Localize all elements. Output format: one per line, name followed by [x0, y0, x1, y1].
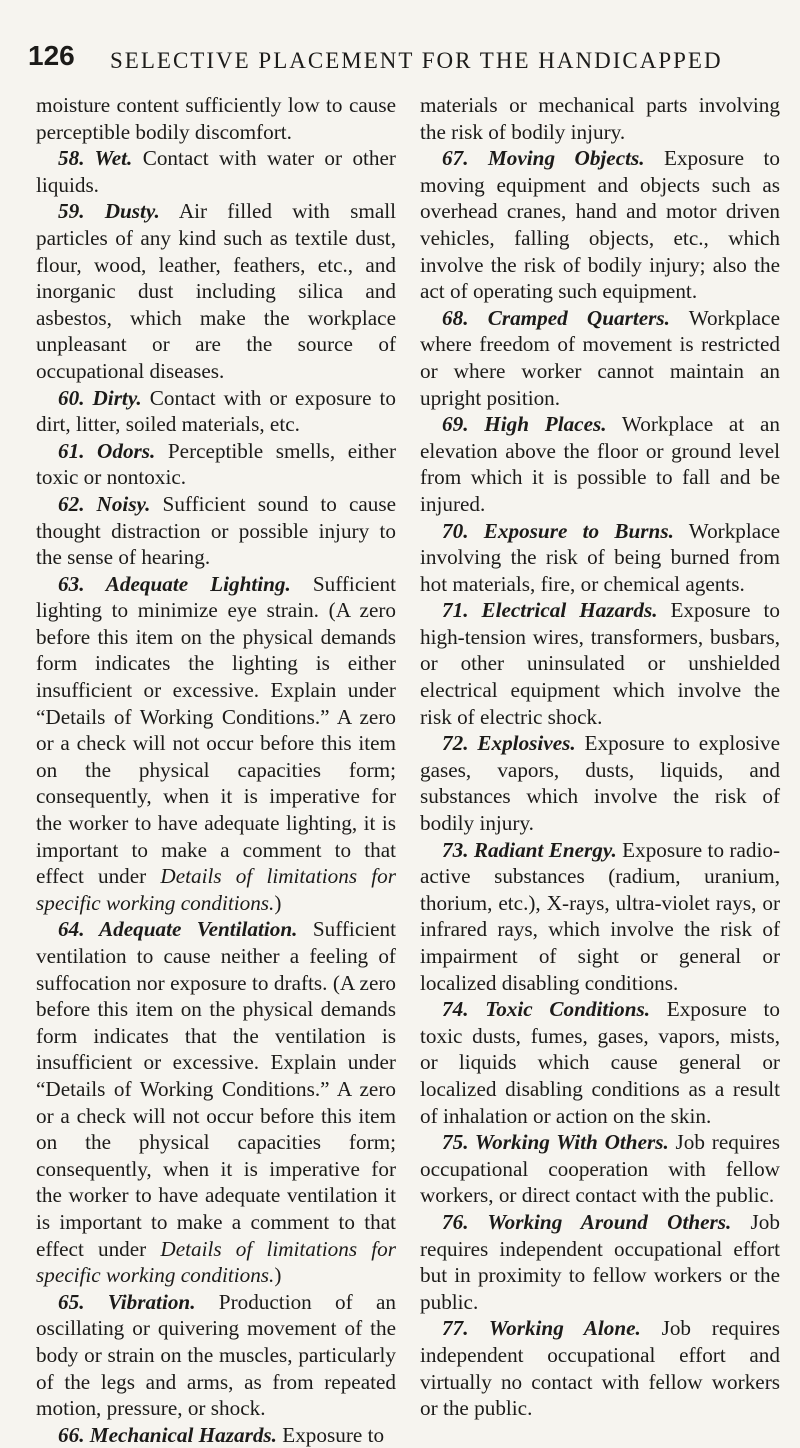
item-60-dirty [36, 385, 396, 438]
item-59-dusty [36, 198, 396, 384]
item-64-term: 64. Adequate Ventilation. [58, 917, 298, 942]
item-76-text: Job requires independent occupational effort but in proximity to fellow workers or the public. [420, 1209, 780, 1314]
item-76-working-around-others [420, 1209, 780, 1315]
paragraph-57-continued: moisture content sufficiently low to cause perceptible bodily discomfort. [36, 93, 396, 144]
item-67-term: 67. Moving Objects. [442, 146, 645, 171]
item-67-text: Exposure to moving equipment and objects such as overhead cranes, hand and motor driven vehicles, falling objects, etc., which involve the risk of bodily injury; also the act of operating such equipment. [420, 146, 780, 304]
item-72-explosives [420, 730, 780, 836]
item-63-tail: ) [274, 890, 282, 915]
item-61-odors [36, 438, 396, 491]
running-head: SELECTIVE PLACEMENT FOR THE HANDICAPPED [110, 48, 723, 73]
item-66-text: Exposure to [276, 1422, 385, 1447]
item-62-term: 62. Noisy. [58, 491, 151, 516]
item-58-text: Contact with water or other liquids. [36, 146, 396, 197]
item-72-text: Exposure to explosive gases, vapors, dusts, liquids, and substances which involve the risk of bodily injury. [420, 731, 780, 836]
item-59-text: Air filled with small particles of any kind such as textile dust, flour, wood, leather, feathers, etc., and inorganic dust including silica and asbestos, which make the workplace unpleasant or are the source of occupational diseases. [36, 199, 396, 383]
item-75-term: 75. Working With Others. [442, 1130, 669, 1155]
item-63-italic-reference: Details of limitations for specific working conditions. [36, 864, 396, 915]
item-75-text: Job requires occupational cooperation with fellow workers, or direct contact with the public. [420, 1130, 781, 1208]
item-62-text: Sufficient sound to cause thought distraction or possible injury to the sense of hearing. [36, 491, 396, 570]
item-70-term: 70. Exposure to Burns. [442, 518, 674, 543]
item-65-text: Production of an oscillating or quivering movement of the body or strain on the muscles, particularly of the legs and arms, as from repeated motion, pressure, or shock. [36, 1289, 396, 1421]
item-74-text: Exposure to toxic dusts, fumes, gases, vapors, mists, or liquids which cause general or localized disabling conditions as a result of inhalation or action on the skin. [420, 997, 780, 1128]
item-60-text: Contact with or exposure to dirt, litter, soiled materials, etc. [36, 385, 396, 437]
item-75-working-with-others [420, 1129, 780, 1209]
item-59-term: 59. Dusty. [58, 199, 160, 224]
item-68-text: Workplace where freedom of movement is restricted or where worker cannot maintain an upright position. [420, 305, 780, 410]
page-number: 126 [28, 40, 75, 71]
item-68-term: 68. Cramped Quarters. [442, 305, 670, 330]
item-73-text: Exposure to radio-active substances (radium, uranium, thorium, etc.), X-rays, ultra-violet rays, or infrared rays, which involve the risk of impairment of sight or general or localized disabling conditions. [420, 837, 780, 995]
item-66-term: 66. Mechanical Hazards. [58, 1422, 277, 1447]
item-71-term: 71. Electrical Hazards. [442, 598, 658, 623]
item-64-text: Sufficient ventilation to cause neither a feeling of suffocation nor exposure to drafts. (A zero before this item on the physical demands form indicates that the ventilation is insufficient or excessive. Explain under “Details of Working Conditions.” A zero or a check will not occur before this item on the physical capacities form; consequently, when it is imperative for the worker to have adequate ventilation it is important to make a comment to that effect under [36, 917, 396, 1261]
item-77-working-alone [420, 1315, 780, 1421]
item-74-term: 74. Toxic Conditions. [442, 997, 651, 1022]
item-65-vibration [36, 1289, 396, 1422]
item-66-mechanical-hazards [36, 1422, 396, 1448]
item-69-high-places [420, 411, 780, 517]
item-67-moving-objects [420, 145, 780, 305]
right-column [420, 92, 780, 1422]
item-60-term: 60. Dirty. [58, 385, 142, 410]
item-72-term: 72. Explosives. [442, 731, 576, 756]
item-63-adequate-lighting [36, 571, 396, 917]
page-header [28, 40, 788, 80]
item-70-text: Workplace involving the risk of being burned from hot materials, fire, or chemical agents. [420, 518, 781, 596]
item-69-term: 69. High Places. [442, 412, 607, 437]
item-63-term: 63. Adequate Lighting. [58, 571, 291, 596]
item-64-adequate-ventilation [36, 916, 396, 1288]
paragraph-66-continued: materials or mechanical parts involving the risk of bodily injury. [420, 93, 780, 144]
item-61-term: 61. Odors. [58, 438, 156, 463]
item-58-term: 58. Wet. [58, 146, 133, 171]
item-77-text: Job requires independent occupational effort and virtually no contact with fellow workers or the public. [420, 1316, 781, 1421]
item-71-electrical-hazards [420, 597, 780, 730]
item-64-tail: ) [274, 1263, 282, 1288]
left-column [36, 92, 396, 1448]
item-61-text: Perceptible smells, either toxic or nontoxic. [36, 438, 396, 490]
item-68-cramped-quarters [420, 305, 780, 411]
item-73-radiant-energy [420, 837, 780, 997]
item-58-wet [36, 145, 396, 198]
item-65-term: 65. Vibration. [58, 1289, 196, 1314]
item-74-toxic-conditions [420, 996, 780, 1129]
item-64-italic-reference: Details of limitations for specific working conditions. [36, 1236, 396, 1288]
item-69-text: Workplace at an elevation above the floor or ground level from which it is possible to fall and be injured. [420, 412, 780, 516]
item-71-text: Exposure to high-tension wires, transformers, busbars, or other uninsulated or unshielded electrical equipment which involve the risk of electric shock. [420, 598, 780, 729]
item-77-term: 77. Working Alone. [442, 1316, 641, 1341]
item-62-noisy [36, 491, 396, 571]
item-70-exposure-to-burns [420, 518, 780, 598]
item-73-term: 73. Radiant Energy. [442, 837, 617, 862]
item-63-text: Sufficient lighting to minimize eye strain. (A zero before this item on the physical demands form indicates the lighting is either insufficient or excessive. Explain under “Details of Working Conditions.” A zero or a check will not occur before this item on the physical capacities form; consequently, when it is imperative for the worker to have adequate lighting, it is important to make a comment to that effect under [36, 571, 396, 889]
item-76-term: 76. Working Around Others. [442, 1209, 732, 1234]
